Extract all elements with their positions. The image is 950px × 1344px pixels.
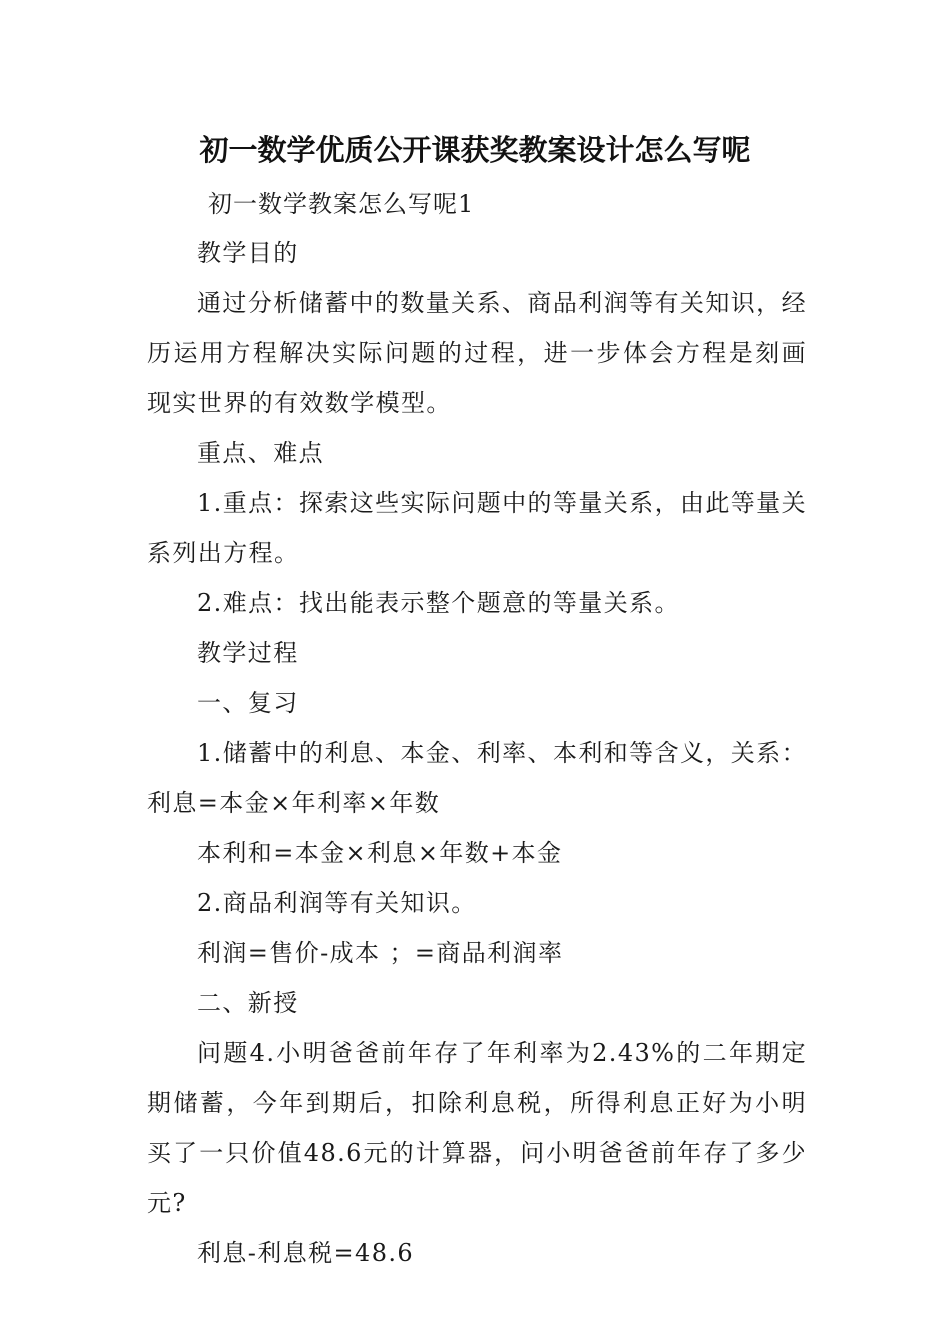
document-subtitle: 初一数学教案怎么写呢1 bbox=[208, 190, 475, 218]
document-title: 初一数学优质公开课获奖教案设计怎么写呢 bbox=[199, 133, 751, 167]
paragraph-key-point-1: 1.重点：探索这些实际问题中的等量关系，由此等量关系列出方程。 bbox=[147, 489, 807, 567]
paragraph-problem-4: 问题4.小明爸爸前年存了年利率为2.43%的二年期定期储蓄，今年到期后，扣除利息税，所得利息正好为小明买了一只价值48.6元的计算器，问小明爸爸前年存了多少元? bbox=[147, 1039, 807, 1217]
paragraph-review-1: 1.储蓄中的利息、本金、利率、本利和等含义，关系：利息=本金×年利率×年数 bbox=[147, 739, 807, 817]
paragraph-formula-interest: 利息-利息税=48.6 bbox=[197, 1239, 415, 1267]
paragraph-purpose: 通过分析储蓄中的数量关系、商品利润等有关知识，经历运用方程解决实际问题的过程，进一步体会方程是刻画现实世界的有效数学模型。 bbox=[147, 289, 807, 417]
heading-new-lesson: 二、新授 bbox=[197, 989, 299, 1017]
paragraph-formula-profit: 利润=售价-成本 ；=商品利润率 bbox=[197, 939, 564, 967]
heading-key-points: 重点、难点 bbox=[197, 439, 324, 467]
heading-teaching-purpose: 教学目的 bbox=[197, 239, 299, 267]
document-body bbox=[147, 228, 807, 1278]
paragraph-review-2: 2.商品利润等有关知识。 bbox=[197, 889, 477, 917]
paragraph-formula-principal: 本利和=本金×利息×年数+本金 bbox=[197, 839, 563, 867]
heading-teaching-process: 教学过程 bbox=[197, 639, 299, 667]
heading-review: 一、复习 bbox=[197, 689, 299, 717]
paragraph-key-point-2: 2.难点：找出能表示整个题意的等量关系。 bbox=[197, 589, 680, 617]
